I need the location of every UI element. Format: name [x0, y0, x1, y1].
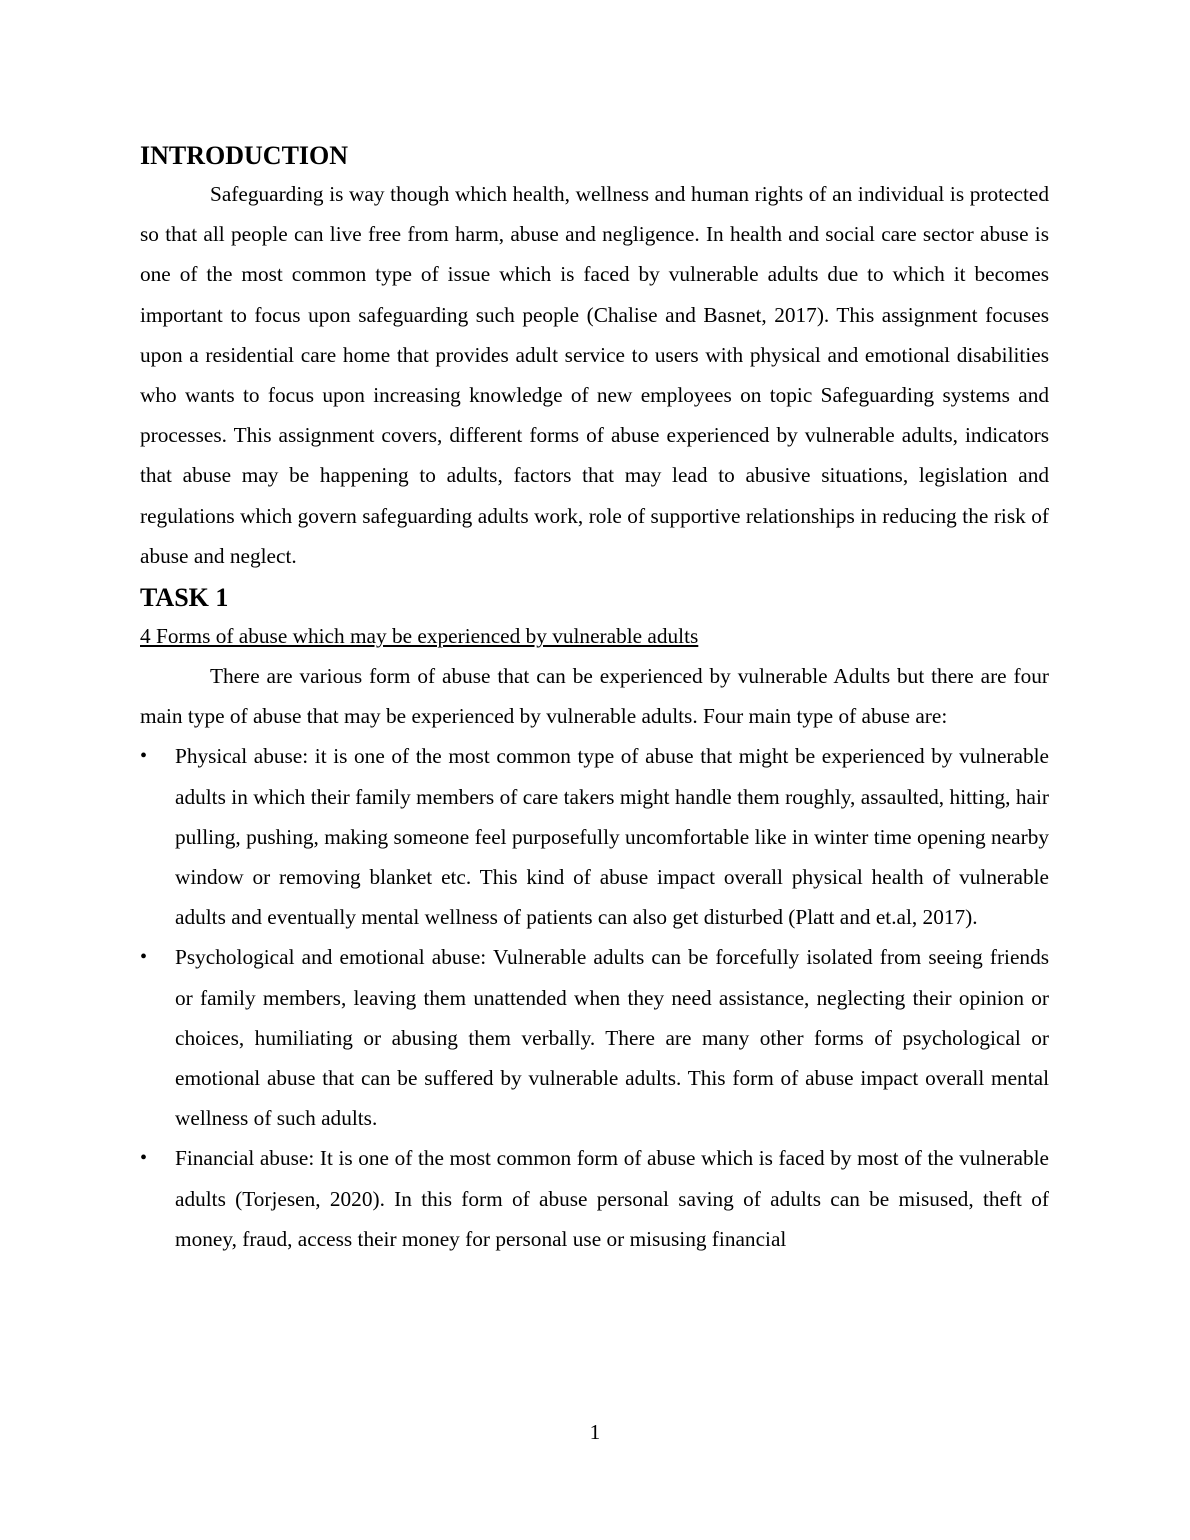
page-content — [140, 138, 1049, 1259]
abuse-forms-list — [140, 736, 1049, 1259]
list-item-text: Physical abuse: it is one of the most common type of abuse that might be experienced by vulnerable adults in which their family members of care takers might handle them roughly, assaulted, hitting, hair pulling, pushing, making someone feel purposefully uncomfortable like in winter time opening nearby window or removing blanket etc. This kind of abuse impact overall physical health of vulnerable adults and eventually mental wellness of patients can also get disturbed (Platt and et.al, 2017). — [175, 744, 1049, 930]
task1-intro-paragraph: There are various form of abuse that can be experienced by vulnerable Adults but there are four main type of abuse that may be experienced by vulnerable adults. Four main type of abuse are: — [140, 664, 1049, 729]
list-item-text: Financial abuse: It is one of the most common form of abuse which is faced by most of the vulnerable adults (Torjesen, 2020). In this form of abuse personal saving of adults can be misused, theft of money, fraud, access their money for personal use or misusing financial — [175, 1146, 1049, 1251]
bullet-icon: • — [140, 1147, 148, 1170]
task1-heading: TASK 1 — [140, 583, 229, 613]
task1-subheading: 4 Forms of abuse which may be experienced by vulnerable adults — [140, 624, 699, 649]
introduction-paragraph: Safeguarding is way though which health, wellness and human rights of an individual is protected so that all people can live free from harm, abuse and negligence. In health and social care sector abuse is one of the most common type of issue which is faced by vulnerable adults due to which it becomes important to focus upon safeguarding such people (Chalise and Basnet, 2017). This assignment focuses upon a residential care home that provides adult service to users with physical and emotional disabilities who wants to focus upon increasing knowledge of new employees on topic Safeguarding systems and processes. This assignment covers, different forms of abuse experienced by vulnerable adults, indicators that abuse may be happening to adults, factors that may lead to abusive situations, legislation and regulations which govern safeguarding adults work, role of supportive relationships in reducing the risk of abuse and neglect. — [140, 182, 1049, 568]
page-number: 1 — [589, 1420, 601, 1444]
introduction-heading: INTRODUCTION — [140, 141, 349, 170]
list-item — [140, 736, 1049, 937]
list-item-text: Psychological and emotional abuse: Vulnerable adults can be forcefully isolated from seeing friends or family members, leaving them unattended when they need assistance, neglecting their opinion or choices, humiliating or abusing them verbally. There are many other forms of psychological or emotional abuse that can be suffered by vulnerable adults. This form of abuse impact overall mental wellness of such adults. — [175, 945, 1049, 1131]
bullet-icon: • — [140, 745, 148, 768]
bullet-icon: • — [140, 946, 148, 969]
list-item — [140, 937, 1049, 1138]
list-item — [140, 1138, 1049, 1259]
